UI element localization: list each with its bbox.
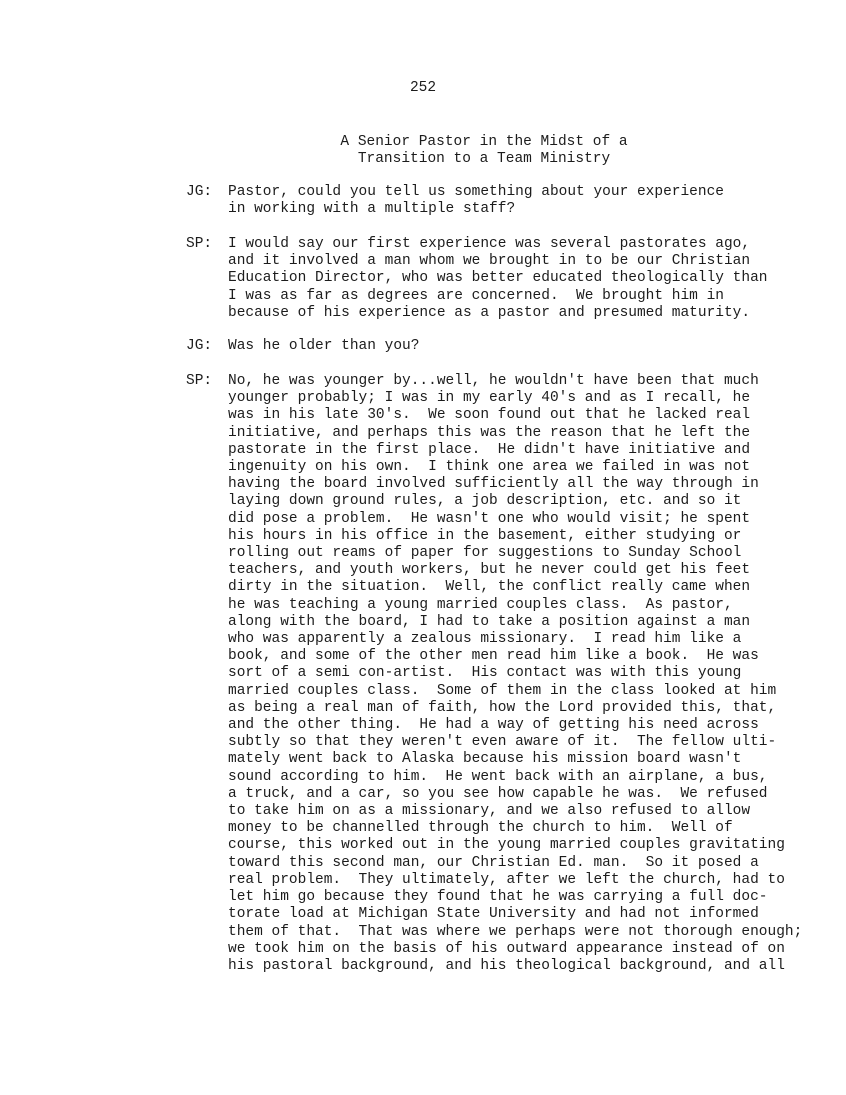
entry-text xyxy=(228,373,828,975)
text-line: them of that. That was where we perhaps were not thorough enough; xyxy=(228,923,803,940)
entry-text xyxy=(228,236,828,322)
text-line: money to be channelled through the church to him. Well of xyxy=(228,820,733,837)
text-line: did pose a problem. He wasn't one who would visit; he spent xyxy=(228,510,751,527)
speaker-label: SP: xyxy=(186,236,213,252)
text-line: dirty in the situation. Well, the conflict really came when xyxy=(228,579,751,596)
text-line: pastorate in the first place. He didn't have initiative and xyxy=(228,441,751,458)
text-line: married couples class. Some of them in the class looked at him xyxy=(228,682,777,699)
text-line: Was he older than you? xyxy=(228,338,420,354)
text-line: as being a real man of faith, how the Lord provided this, that, xyxy=(228,699,777,716)
text-line: real problem. They ultimately, after we left the church, had to xyxy=(228,871,785,888)
text-line: in working with a multiple staff? xyxy=(228,201,516,218)
text-line: and the other thing. He had a way of getting his need across xyxy=(228,717,759,734)
text-line: Pastor, could you tell us something about your experience xyxy=(228,184,724,200)
text-line: No, he was younger by...well, he wouldn't have been that much xyxy=(228,373,759,389)
speaker-label: JG: xyxy=(186,184,213,200)
text-line: because of his experience as a pastor and presumed maturity. xyxy=(228,304,751,321)
speaker-label: JG: xyxy=(186,338,213,354)
text-line: his pastoral background, and his theological background, and all xyxy=(228,957,785,974)
text-line: sound according to him. He went back with an airplane, a bus, xyxy=(228,768,768,785)
text-line: his hours in his office in the basement, either studying or xyxy=(228,527,742,544)
text-line: I was as far as degrees are concerned. We brought him in xyxy=(228,287,724,304)
text-line: course, this worked out in the young married couples gravitating xyxy=(228,837,785,854)
text-line: a truck, and a car, so you see how capable he was. We refused xyxy=(228,785,768,802)
text-line: toward this second man, our Christian Ed. man. So it posed a xyxy=(228,854,759,871)
text-line: torate load at Michigan State University and had not informed xyxy=(228,906,759,923)
speaker-label: SP: xyxy=(186,373,213,389)
text-line: Education Director, who was better educated theologically than xyxy=(228,270,768,287)
text-line: along with the board, I had to take a position against a man xyxy=(228,613,751,630)
text-line: let him go because they found that he was carrying a full doc- xyxy=(228,889,768,906)
text-line: rolling out reams of paper for suggestions to Sunday School xyxy=(228,545,742,562)
text-line: was in his late 30's. We soon found out that he lacked real xyxy=(228,407,751,424)
section-title xyxy=(0,134,846,168)
text-line: younger probably; I was in my early 40's and as I recall, he xyxy=(228,390,751,407)
entry-text xyxy=(228,184,828,218)
text-line: subtly so that they weren't even aware of it. The fellow ulti- xyxy=(228,734,777,751)
title-line: A Senior Pastor in the Midst of a xyxy=(340,134,628,150)
text-line: mately went back to Alaska because his mission board wasn't xyxy=(228,751,742,768)
entry-text xyxy=(228,338,828,355)
text-line: having the board involved sufficiently all the way through in xyxy=(228,476,759,493)
text-line: sort of a semi con-artist. His contact was with this young xyxy=(228,665,742,682)
text-line: laying down ground rules, a job description, etc. and so it xyxy=(228,493,742,510)
text-line: to take him on as a missionary, and we also refused to allow xyxy=(228,803,751,820)
text-line: who was apparently a zealous missionary. I read him like a xyxy=(228,631,742,648)
text-line: book, and some of the other men read him like a book. He was xyxy=(228,648,759,665)
text-line: ingenuity on his own. I think one area we failed in was not xyxy=(228,459,751,476)
page-number: 252 xyxy=(409,80,437,96)
title-line: Transition to a Team Ministry xyxy=(357,151,611,167)
text-line: we took him on the basis of his outward appearance instead of on xyxy=(228,940,785,957)
text-line: and it involved a man whom we brought in to be our Christian xyxy=(228,253,751,270)
text-line: he was teaching a young married couples class. As pastor, xyxy=(228,596,733,613)
text-line: teachers, and youth workers, but he never could get his feet xyxy=(228,562,751,579)
text-line: initiative, and perhaps this was the reason that he left the xyxy=(228,424,751,441)
text-line: I would say our first experience was several pastorates ago, xyxy=(228,236,751,252)
